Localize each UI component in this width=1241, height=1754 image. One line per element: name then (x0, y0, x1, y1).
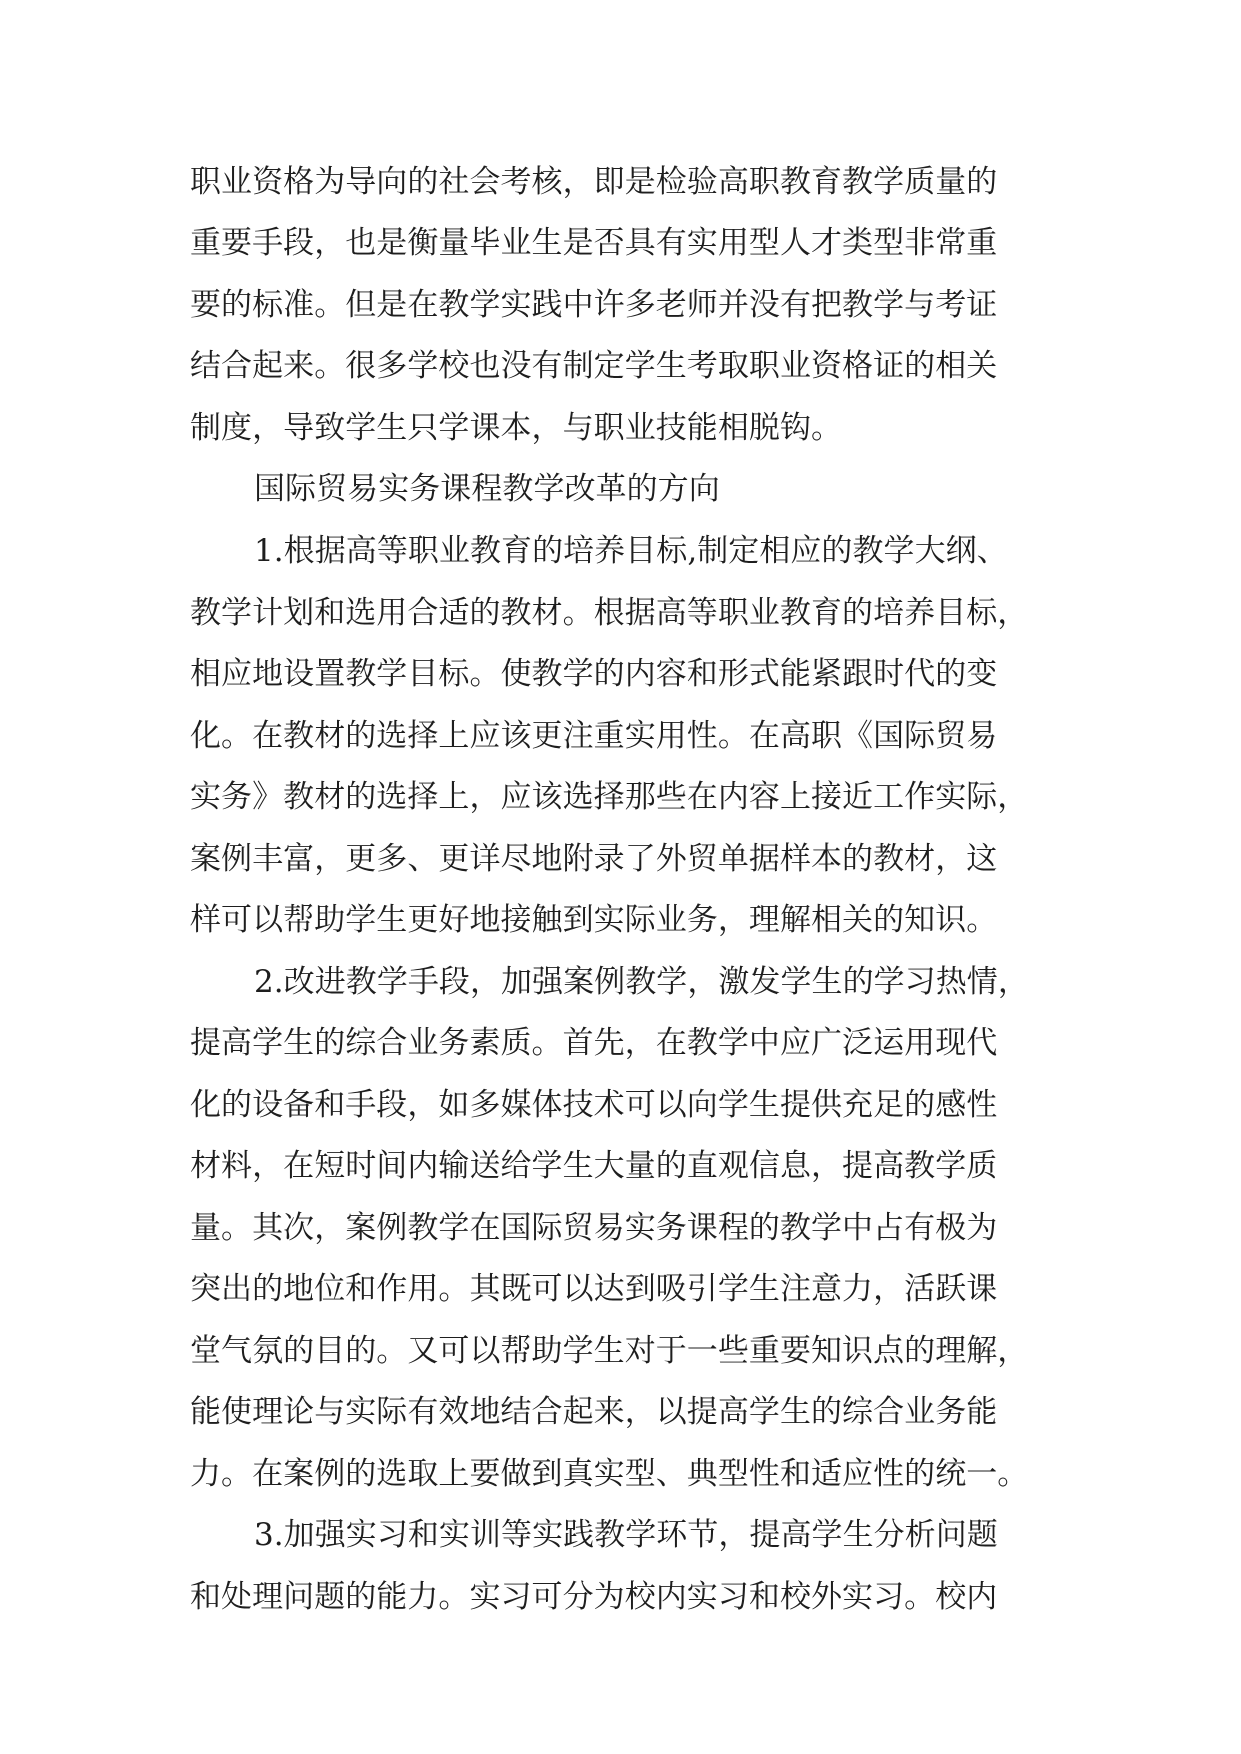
text-line: 教学计划和选用合适的教材。根据高等职业教育的培养目标， (190, 595, 1029, 631)
text-line: 提高学生的综合业务素质。首先，在教学中应广泛运用现代 (190, 1025, 998, 1061)
text-line: 制度，导致学生只学课本，与职业技能相脱钩。 (190, 410, 843, 446)
text-line: 1.根据高等职业教育的培养目标,制定相应的教学大纲、 (254, 533, 1008, 569)
text-line: 相应地设置教学目标。使教学的内容和形式能紧跟时代的变 (190, 656, 998, 692)
text-line: 力。在案例的选取上要做到真实型、典型性和适应性的统一。 (190, 1456, 1029, 1492)
text-line: 案例丰富，更多、更详尽地附录了外贸单据样本的教材，这 (190, 841, 998, 877)
text-line: 样可以帮助学生更好地接触到实际业务，理解相关的知识。 (190, 902, 998, 938)
text-line: 化。在教材的选择上应该更注重实用性。在高职《国际贸易 (190, 718, 998, 754)
text-line: 突出的地位和作用。其既可以达到吸引学生注意力，活跃课 (190, 1271, 998, 1307)
text-line: 重要手段，也是衡量毕业生是否具有实用型人才类型非常重 (190, 225, 998, 261)
text-line: 和处理问题的能力。实习可分为校内实习和校外实习。校内 (190, 1579, 998, 1615)
text-line: 实务》教材的选择上，应该选择那些在内容上接近工作实际， (190, 779, 1029, 815)
text-line: 结合起来。很多学校也没有制定学生考取职业资格证的相关 (190, 348, 998, 384)
section-heading: 国际贸易实务课程教学改革的方向 (254, 471, 720, 507)
text-line: 要的标准。但是在教学实践中许多老师并没有把教学与考证 (190, 287, 998, 323)
text-line: 职业资格为导向的社会考核，即是检验高职教育教学质量的 (190, 164, 998, 200)
text-line: 2.改进教学手段，加强案例教学，激发学生的学习热情， (254, 964, 1029, 1000)
text-line: 化的设备和手段，如多媒体技术可以向学生提供充足的感性 (190, 1087, 998, 1123)
text-line: 能使理论与实际有效地结合起来，以提高学生的综合业务能 (190, 1394, 998, 1430)
text-line: 材料，在短时间内输送给学生大量的直观信息，提高教学质 (190, 1148, 998, 1184)
text-line: 量。其次，案例教学在国际贸易实务课程的教学中占有极为 (190, 1210, 998, 1246)
text-line: 堂气氛的目的。又可以帮助学生对于一些重要知识点的理解， (190, 1333, 1029, 1369)
text-line: 3.加强实习和实训等实践教学环节，提高学生分析问题 (254, 1517, 998, 1553)
